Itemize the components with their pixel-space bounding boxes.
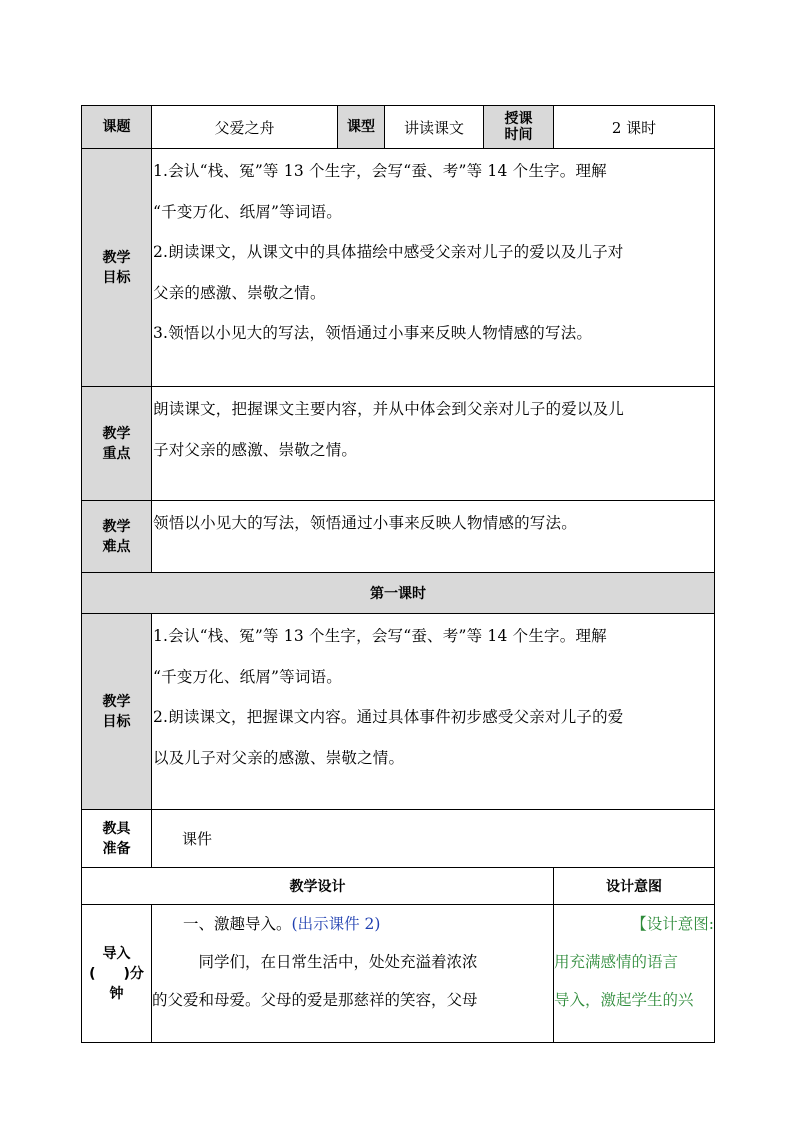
tools-label-line2: 准备 (102, 840, 131, 857)
difficulty-line: 领悟以小见大的写法，领悟通过小事来反映人物情感的写法。 (153, 514, 577, 532)
key-points-label (82, 387, 152, 501)
intent-title: 【设计意图: (631, 915, 714, 933)
lesson1-goals-label-line1: 教学 (102, 693, 131, 710)
intent-line: 用充满感情的语言 (554, 953, 679, 971)
lesson1-goals-row (82, 614, 715, 810)
goal-line: 1.会认“栈、冤”等 13 个生字，会写“蚕、考”等 14 个生字。理解 (153, 162, 607, 180)
courseware-note: (出示课件 2) (291, 915, 381, 933)
key-point-line: 子对父亲的感激、崇敬之情。 (153, 440, 358, 459)
goals-label-line2: 目标 (102, 269, 131, 286)
goal-line: 3.领悟以小见大的写法，领悟通过小事来反映人物情感的写法。 (153, 324, 593, 342)
design-header-row (82, 868, 715, 905)
type-label: 课型 (338, 106, 385, 149)
lesson1-goal-line: 2.朗读课文，把握课文内容。通过具体事件初步感受父亲对儿子的爱 (153, 708, 624, 726)
intro-row (82, 905, 715, 1043)
intro-label-line2: ( )分 (89, 965, 144, 982)
intro-intent-content (554, 905, 715, 1043)
tools-label (82, 810, 152, 868)
time-label-line2: 时间 (504, 127, 533, 143)
time-label (484, 106, 554, 149)
goal-line: 父亲的感激、崇敬之情。 (153, 283, 326, 302)
lesson1-title-row (82, 573, 715, 614)
tools-row (82, 810, 715, 868)
intent-column-header: 设计意图 (554, 868, 715, 905)
key-points-row (82, 387, 715, 501)
lesson1-goals-content (152, 614, 715, 810)
key-point-line: 朗读课文，把握课文主要内容，并从中体会到父亲对儿子的爱以及儿 (153, 400, 625, 418)
difficulties-content (152, 501, 715, 573)
step-title-text: 一、激趣导入。 (152, 915, 292, 933)
key-points-label-line2: 重点 (102, 445, 131, 462)
header-row (82, 106, 715, 149)
topic-value: 父爱之舟 (152, 106, 338, 149)
topic-label: 课题 (82, 106, 152, 149)
goals-content (152, 149, 715, 387)
goal-line: 2.朗读课文，从课文中的具体描绘中感受父亲对儿子的爱以及儿子对 (153, 243, 624, 261)
tools-label-line1: 教具 (102, 820, 131, 837)
time-label-line1: 授课 (504, 111, 533, 127)
type-value: 讲读课文 (385, 106, 484, 149)
lesson1-goals-label (82, 614, 152, 810)
intro-step-title (152, 905, 553, 943)
lesson-plan-table (81, 105, 715, 1043)
intro-label-line1: 导入 (102, 945, 131, 962)
intent-line: 导入，激起学生的兴 (554, 991, 694, 1009)
intro-paragraph-line: 同学们，在日常生活中，处处充溢着浓浓 (152, 953, 478, 971)
difficulties-label (82, 501, 152, 573)
lesson1-title: 第一课时 (82, 573, 715, 614)
lesson1-goal-line: 1.会认“栈、冤”等 13 个生字，会写“蚕、考”等 14 个生字。理解 (153, 627, 607, 645)
goals-row (82, 149, 715, 387)
intro-label (82, 905, 152, 1043)
key-points-content (152, 387, 715, 501)
lesson1-goals-label-line2: 目标 (102, 713, 131, 730)
intro-design-content (152, 905, 554, 1043)
intro-paragraph-line: 的父爱和母爱。父母的爱是那慈祥的笑容，父母 (152, 991, 478, 1009)
key-points-label-line1: 教学 (102, 425, 131, 442)
tools-value: 课件 (152, 810, 715, 868)
difficulties-label-line2: 难点 (102, 538, 131, 555)
difficulties-row (82, 501, 715, 573)
intro-label-line3: 钟 (109, 985, 124, 1002)
goals-label (82, 149, 152, 387)
design-column-header: 教学设计 (82, 868, 554, 905)
lesson1-goal-line: 以及儿子对父亲的感激、崇敬之情。 (153, 748, 405, 767)
lesson-plan-page (81, 105, 714, 1043)
goal-line: “千变万化、纸屑”等词语。 (153, 202, 342, 221)
goals-label-line1: 教学 (102, 249, 131, 266)
lesson1-goal-line: “千变万化、纸屑”等词语。 (153, 667, 342, 686)
difficulties-label-line1: 教学 (102, 518, 131, 535)
time-value: 2 课时 (554, 106, 715, 149)
